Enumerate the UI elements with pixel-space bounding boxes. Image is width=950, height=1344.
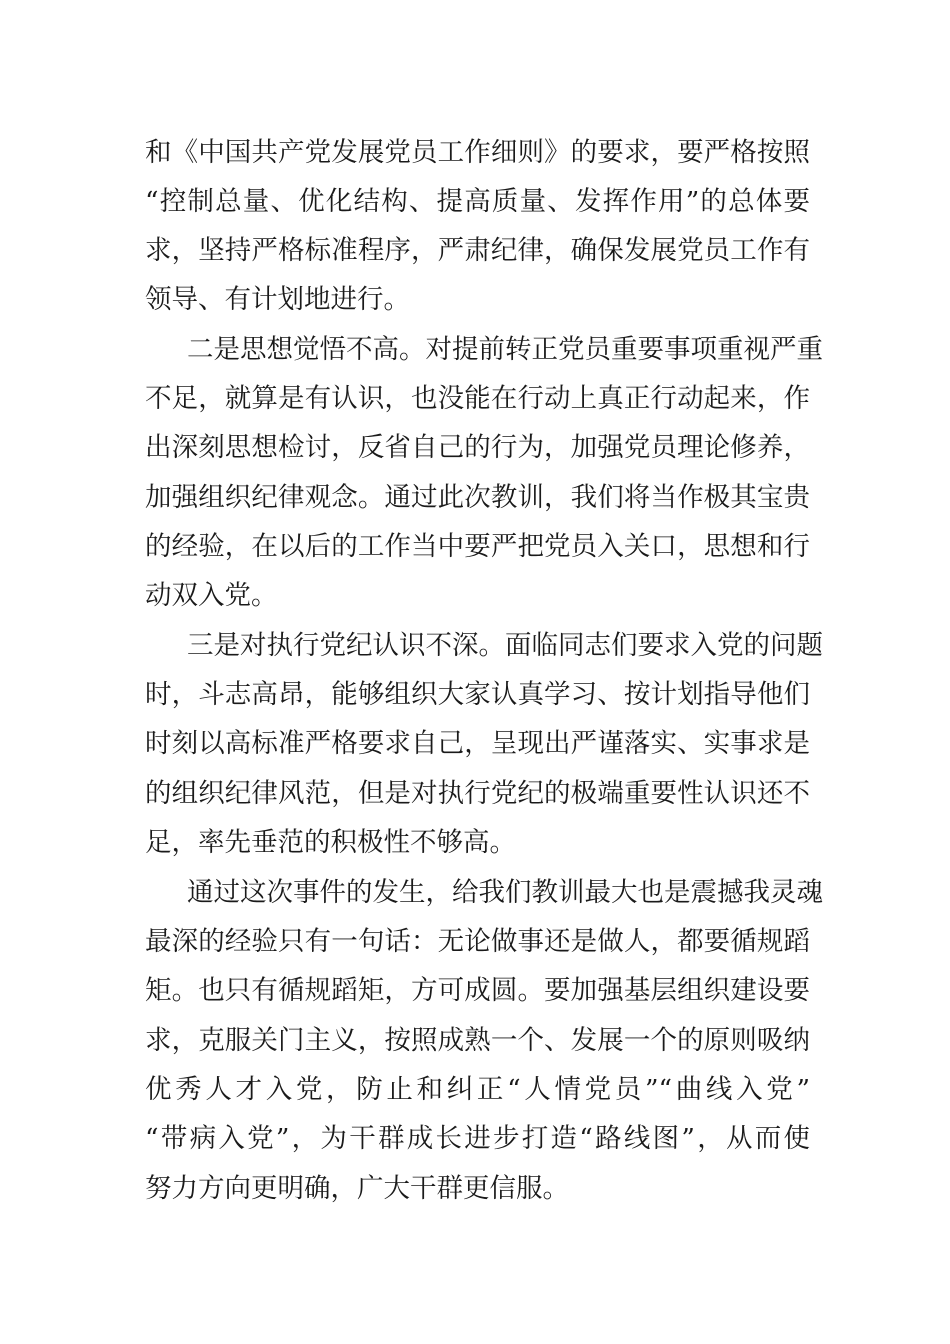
text-line: 和《中国共产党发展党员工作细则》的要求，要严格按照 bbox=[145, 137, 810, 168]
text-line: 矩。也只有循规蹈矩，方可成圆。要加强基层组织建设要 bbox=[145, 975, 810, 1006]
text-line: 的经验，在以后的工作当中要严把党员入关口，思想和行 bbox=[145, 531, 810, 562]
text-line: 最深的经验只有一句话：无论做事还是做人，都要循规蹈 bbox=[145, 926, 810, 957]
text-line: 优秀人才入党，防止和纠正“人情党员”“曲线入党” bbox=[145, 1074, 810, 1105]
text-line: 领导、有计划地进行。 bbox=[145, 284, 410, 315]
text-line: 求，坚持严格标准程序，严肃纪律，确保发展党员工作有 bbox=[145, 235, 810, 266]
text-line: 努力方向更明确，广大干群更信服。 bbox=[145, 1173, 569, 1204]
text-line: 求，克服关门主义，按照成熟一个、发展一个的原则吸纳 bbox=[145, 1025, 810, 1056]
paragraph-start-line: 通过这次事件的发生，给我们教训最大也是震撼我灵魂 bbox=[187, 877, 823, 908]
text-line: 时刻以高标准严格要求自己，呈现出严谨落实、实事求是 bbox=[145, 728, 810, 759]
text-line: 加强组织纪律观念。通过此次教训，我们将当作极其宝贵 bbox=[145, 482, 810, 513]
text-line: 出深刻思想检讨，反省自己的行为，加强党员理论修养， bbox=[145, 432, 810, 463]
text-line: 不足，就算是有认识，也没能在行动上真正行动起来，作 bbox=[145, 383, 810, 414]
paragraph-start-line: 二是思想觉悟不高。对提前转正党员重要事项重视严重 bbox=[187, 334, 823, 365]
text-line: 足，率先垂范的积极性不够高。 bbox=[145, 827, 516, 858]
text-line: “控制总量、优化结构、提高质量、发挥作用”的总体要 bbox=[145, 186, 810, 217]
text-line: 动双入党。 bbox=[145, 580, 278, 611]
text-line: 时，斗志高昂，能够组织大家认真学习、按计划指导他们 bbox=[145, 679, 810, 710]
paragraph-start-line: 三是对执行党纪认识不深。面临同志们要求入党的问题 bbox=[187, 630, 823, 661]
text-line: “带病入党”，为干群成长进步打造“路线图”，从而使 bbox=[145, 1123, 810, 1154]
text-line: 的组织纪律风范，但是对执行党纪的极端重要性认识还不 bbox=[145, 778, 810, 809]
